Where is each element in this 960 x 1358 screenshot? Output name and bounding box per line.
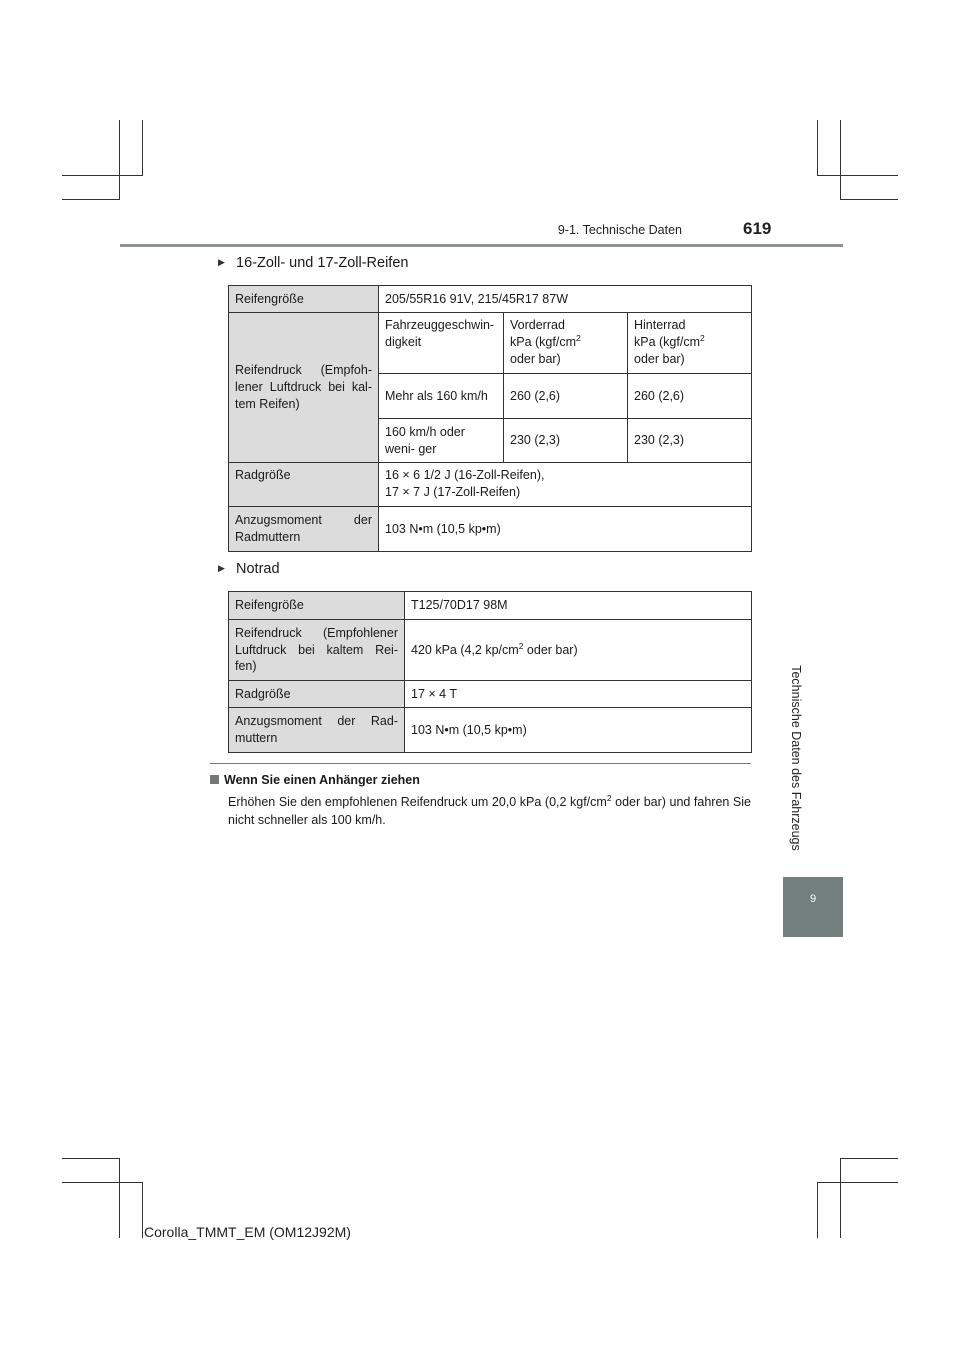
front-header-line3: oder bar) [510,351,561,366]
table-row [229,620,752,681]
section-divider [210,763,751,764]
table-row [229,592,752,620]
tire-size-label: Reifengröße [229,592,405,620]
rear-pressure-cell: 230 (2,3) [628,419,752,463]
triangle-bullet-icon: ▶ [218,257,225,267]
crop-mark [62,1158,120,1159]
table-row [229,286,752,313]
section-title: 9-1. Technische Daten [557,223,682,237]
torque-value: 103 N•m (10,5 kp•m) [405,708,752,753]
trailer-note-body-sup: 2 [606,793,612,803]
front-header-line1: Vorderrad [510,318,565,332]
crop-mark [142,1182,143,1238]
pressure-value [405,620,752,681]
wheel-size-label: Radgröße [229,463,379,507]
wheel-size-line1: 16 × 6 1/2 J (16-Zoll-Reifen), [385,468,545,482]
rear-header-sup: 2 [700,332,705,343]
pressure-label: Reifendruck (Empfohlener Luftdruck bei kaltem Rei- fen) [229,620,405,681]
table-row [229,507,752,552]
torque-value: 103 N•m (10,5 kp•m) [379,507,752,552]
pressure-label: Reifendruck (Empfoh- lener Luftdruck bei kal- tem Reifen) [229,313,379,463]
header-rule [120,244,843,247]
crop-mark [817,175,898,176]
crop-mark [62,175,143,176]
pressure-value-sup: 2 [518,640,524,651]
speed-header: Fahrzeuggeschwin- digkeit [379,313,504,374]
torque-label: Anzugsmoment der Rad- muttern [229,708,405,753]
crop-mark [142,120,143,175]
trailer-note-body [228,793,751,829]
crop-mark [840,199,898,200]
chapter-tab [783,877,843,937]
chapter-number: 9 [809,893,817,905]
table-row [229,681,752,708]
front-header-line2: kPa (kgf/cm [510,334,576,349]
subheading-16-17-inch [218,255,408,271]
wheel-size-value: 17 × 4 T [405,681,752,708]
rear-header-line3: oder bar) [634,351,685,366]
crop-mark [119,120,120,200]
pressure-value-post: oder bar) [523,642,578,657]
square-bullet-icon [210,775,219,784]
crop-mark [62,1182,143,1183]
table-row [229,708,752,753]
table-row [229,313,752,374]
crop-mark [817,120,818,175]
crop-mark [840,120,841,200]
torque-label: Anzugsmoment der Radmuttern [229,507,379,552]
front-header-sup: 2 [576,332,581,343]
triangle-bullet-icon: ▶ [218,563,225,573]
crop-mark [840,1158,841,1238]
trailer-note-body-pre: Erhöhen Sie den empfohlenen Reifendruck um 20,0 kPa (0,2 kgf/cm [228,795,607,809]
front-pressure-cell: 230 (2,3) [504,419,628,463]
page-number: 619 [743,219,772,238]
tire-spec-table [228,285,752,552]
rear-header-line2: kPa (kgf/cm [634,334,700,349]
crop-mark [817,1182,818,1238]
rear-pressure-cell: 260 (2,6) [628,374,752,419]
subheading-text: Notrad [236,561,280,577]
rear-wheel-header [628,313,752,374]
footer-document-id: Corolla_TMMT_EM (OM12J92M) [144,1224,351,1240]
tire-size-label: Reifengröße [229,286,379,313]
speed-cell: Mehr als 160 km/h [379,374,504,419]
wheel-size-label: Radgröße [229,681,405,708]
rear-header-line1: Hinterrad [634,318,686,332]
pressure-value-pre: 420 kPa (4,2 kp/cm [411,642,519,657]
tire-size-value: T125/70D17 98M [405,592,752,620]
wheel-size-value [379,463,752,507]
speed-cell: 160 km/h oder weni- ger [379,419,504,463]
crop-mark [840,1158,898,1159]
front-wheel-header [504,313,628,374]
subheading-spare-wheel [218,561,280,577]
crop-mark [817,1182,898,1183]
tire-size-value: 205/55R16 91V, 215/45R17 87W [379,286,752,313]
crop-mark [119,1158,120,1238]
wheel-size-line2: 17 × 7 J (17-Zoll-Reifen) [385,484,521,499]
trailer-note-heading-text: Wenn Sie einen Anhänger ziehen [224,773,420,787]
trailer-note-heading [210,773,420,787]
trailer-note-body-post: oder bar) und fahren Sie nicht schneller als 100 km/h. [228,795,751,828]
table-row [229,463,752,507]
chapter-side-label-text: Technische Daten des Fahrzeugs [789,664,803,851]
chapter-side-label [783,640,809,875]
spare-wheel-table [228,591,752,753]
subheading-text: 16-Zoll- und 17-Zoll-Reifen [236,255,409,271]
crop-mark [62,199,120,200]
front-pressure-cell: 260 (2,6) [504,374,628,419]
